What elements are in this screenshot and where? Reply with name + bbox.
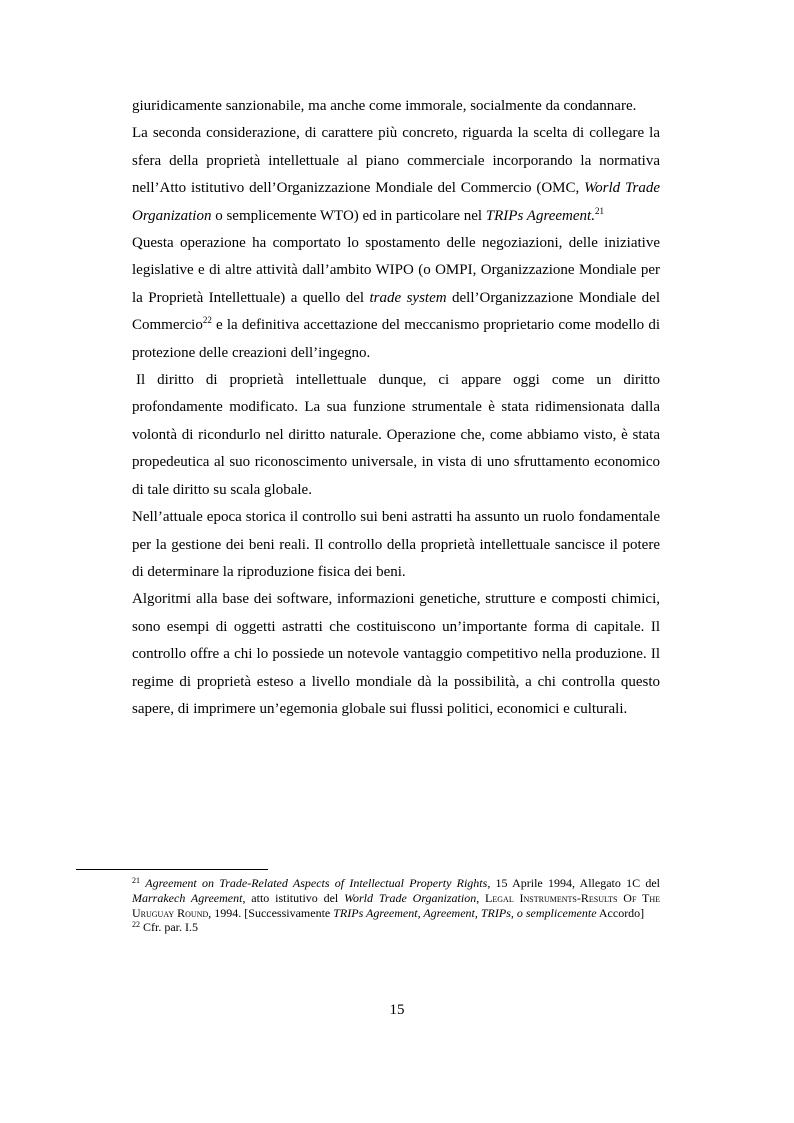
- paragraph-wipo: Questa operazione ha comportato lo spostamento delle negoziazioni, delle iniziative legislative e di altre attività dall’ambito WIPO (o OMPI, Organizzazione Mondiale per la Proprietà Intellettuale) a quello del trade system dell’Organizzazione Mondiale del Commercio$^{22}$ e la definitiva accettazione del meccanismo proprietario come modello di protezione delle creazioni dell’ingegno.: [132, 235, 661, 361]
- footnote-22: $^{22}$ Cfr. par. I.5: [132, 920, 198, 935]
- paragraph-trips: La seconda considerazione, di carattere più concreto, riguarda la scelta di collegare la sfera della proprietà intellettuale al piano commerciale incorporando la normativa nell’Atto istitutivo dell’Organizzazione Mondiale del Commercio (OMC, World Trade Organization o semplicemente WTO) ed in particolare nel TRIPs Agreement.$^{21}$: [132, 125, 661, 224]
- paragraph-epoca: Nell’attuale epoca storica il controllo sui beni astratti ha assunto un ruolo fondamentale per la gestione dei beni reali. Il controllo della proprietà intellettuale sancisce il potere di determinare la riproduzione fisica dei beni.: [132, 509, 660, 580]
- footnote-separator: [76, 869, 268, 870]
- footnote-21: $^{21}$ Agreement on Trade-Related Aspects of Intellectual Property Rights, 15 Aprile 1994, Allegato 1C del Marrakech Agreement, atto istitutivo del World Trade Organization, Legal Instruments-Results Of The Uruguay Round, 1994. [Successivamente TRIPs Agreement, Agreement, TRIPs, o semplicemente Accordo]: [132, 876, 661, 920]
- paragraph-algoritmi: Algoritmi alla base dei software, informazioni genetiche, strutture e composti chimici, sono esempi di oggetti astratti che costituiscono un’importante forma di capitale. Il controllo offre a chi lo possiede un notevole vantaggio competitivo nella produzione. Il regime di proprietà esteso a livello mondiale dà la possibilità, a chi controlla questo sapere, di imprimere un’egemonia globale sui flussi politici, economici e culturali.: [132, 591, 660, 717]
- body-text: [132, 93, 660, 723]
- paragraph-continuation: giuridicamente sanzionabile, ma anche come immorale, socialmente da condannare.: [132, 98, 637, 114]
- page-number: 15: [389, 1002, 405, 1018]
- footnotes: [132, 876, 660, 935]
- footnote-ref-22[interactable]: 22: [202, 315, 212, 326]
- footnote-ref-21[interactable]: 21: [594, 205, 604, 216]
- paragraph-diritto: Il diritto di proprietà intellettuale dunque, ci appare oggi come un diritto profondamente modificato. La sua funzione strumentale è stata ridimensionata dalla volontà di ricondurlo nel diritto naturale. Operazione che, come abbiamo visto, è stata propedeutica al suo riconoscimento universale, in vista di uno sfruttamento economico di tale diritto su scala globale.: [132, 372, 660, 498]
